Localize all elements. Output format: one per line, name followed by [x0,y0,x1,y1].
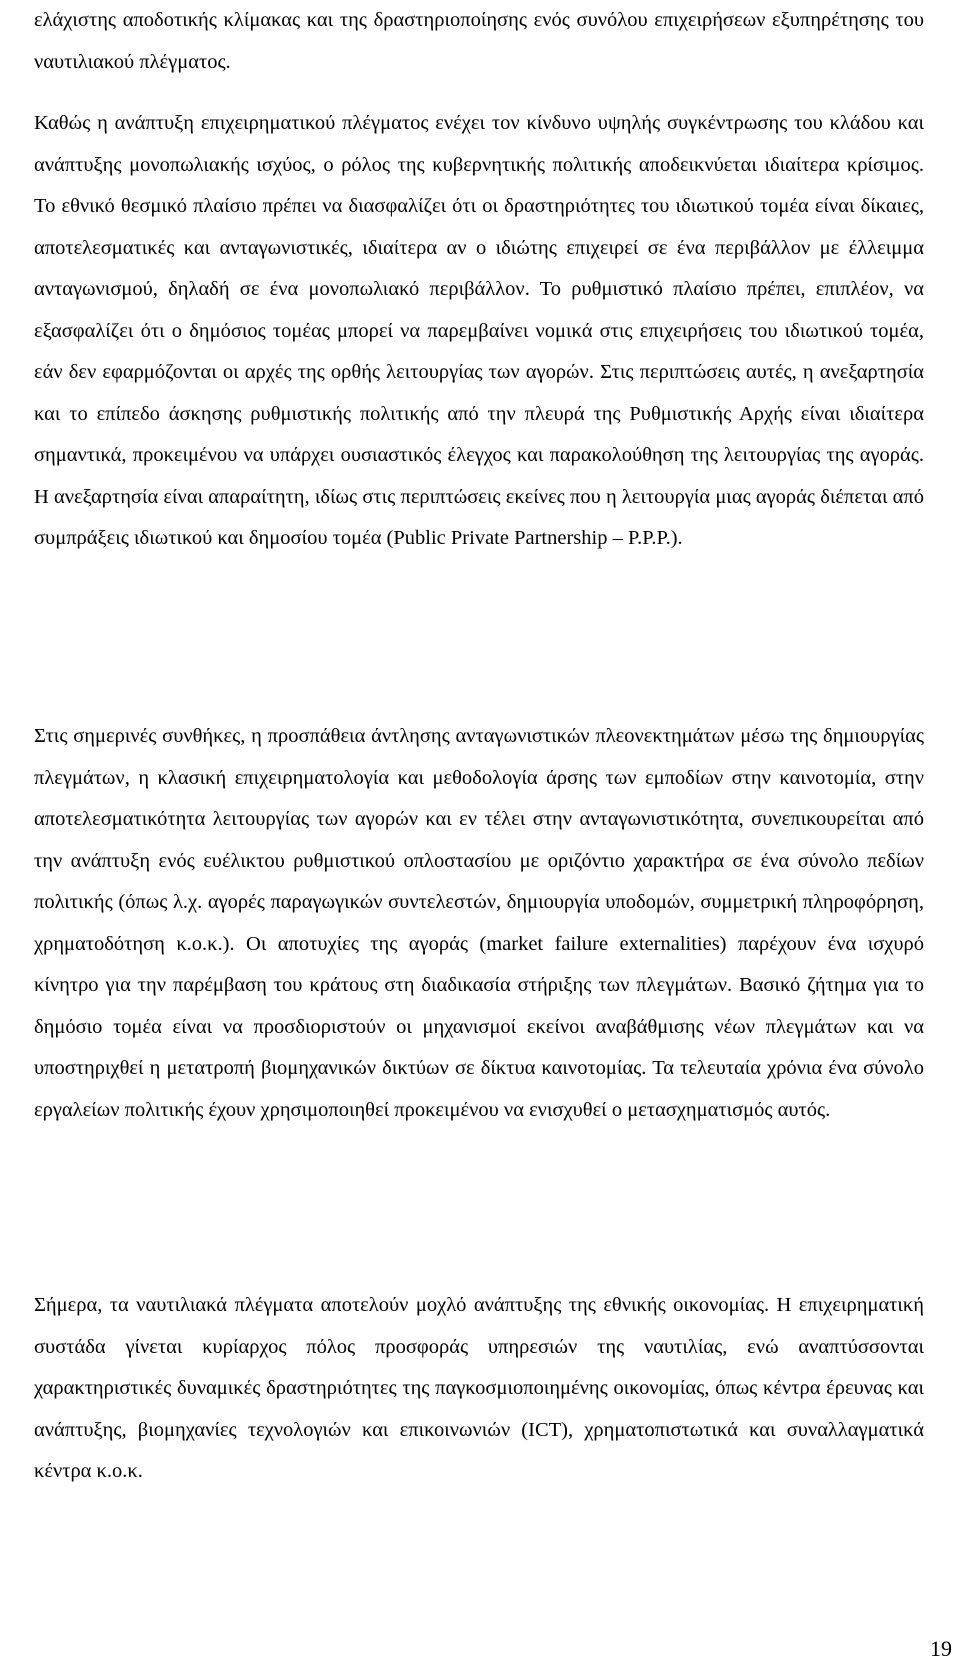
page-number: 19 [930,1636,952,1661]
paragraph-current-conditions: Στις σημερινές συνθήκες, η προσπάθεια άντλησης ανταγωνιστικών πλεονεκτημάτων μέσω της δημιουργίας πλεγμάτων, η κλασική επιχειρηματολογία και μεθοδολογία άρσης των εμποδίων στην καινοτομία, στην αποτελεσματικότητα λειτουργίας των αγορών και εν τέλει στην ανταγωνιστικότητα, συνεπικουρείται από την ανάπτυξη ενός ευέλικτου ρυθμιστικού οπλοστασίου με οριζόντιο χαρακτήρα σε ένα σύνολο πεδίων πολιτικής (όπως λ.χ. αγορές παραγωγικών συντελεστών, δημιουργία υποδομών, συμμετρική πληροφόρηση, χρηματοδότηση κ.ο.κ.). Οι αποτυχίες της αγοράς (market failure externalities) παρέχουν ένα ισχυρό κίνητρο για την παρέμβαση του κράτους στη διαδικασία στήριξης των πλεγμάτων. Βασικό ζήτημα για το δημόσιο τομέα είναι να προσδιοριστούν οι μηχανισμοί εκείνοι αναβάθμισης νέων πλεγμάτων και να υποστηριχθεί η μετατροπή βιομηχανικών δικτύων σε δίκτυα καινοτομίας. Τα τελευταία χρόνια ένα σύνολο εργαλείων πολιτικής έχουν χρησιμοποιηθεί προκειμένου να ενισχυθεί ο μετασχηματισμός αυτός. [34,725,924,1121]
paragraph-regulatory-framework: Καθώς η ανάπτυξη επιχειρηματικού πλέγματος ενέχει τον κίνδυνο υψηλής συγκέντρωσης του κλάδου και ανάπτυξης μονοπωλιακής ισχύος, ο ρόλος της κυβερνητικής πολιτικής αποδεικνύεται ιδιαίτερα κρίσιμος. Το εθνικό θεσμικό πλαίσιο πρέπει να διασφαλίζει ότι οι δραστηριότητες του ιδιωτικού τομέα είναι δίκαιες, αποτελεσματικές και ανταγωνιστικές, ιδιαίτερα αν ο ιδιώτης επιχειρεί σε ένα περιβάλλον με έλλειμμα ανταγωνισμού, δηλαδή σε ένα μονοπωλιακό περιβάλλον. Το ρυθμιστικό πλαίσιο πρέπει, επιπλέον, να εξασφαλίζει ότι ο δημόσιος τομέας μπορεί να παρεμβαίνει νομικά στις επιχειρήσεις του ιδιωτικού τομέα, εάν δεν εφαρμόζονται οι αρχές της ορθής λειτουργίας των αγορών. Στις περιπτώσεις αυτές, η ανεξαρτησία και το επίπεδο άσκησης ρυθμιστικής πολιτικής από την πλευρά της Ρυθμιστικής Αρχής είναι ιδιαίτερα σημαντικά, προκειμένου να υπάρχει ουσιαστικός έλεγχος και παρακολούθηση της λειτουργίας της αγοράς. Η ανεξαρτησία είναι απαραίτητη, ιδίως στις περιπτώσεις εκείνες που η λειτουργία μιας αγοράς διέπεται από συμπράξεις ιδιωτικού και δημοσίου τομέα (Public Private Partnership – P.P.P.). [34,112,924,549]
paragraph-maritime-clusters: Σήμερα, τα ναυτιλιακά πλέγματα αποτελούν μοχλό ανάπτυξης της εθνικής οικονομίας. Η επιχειρηματική συστάδα γίνεται κυρίαρχος πόλος προσφοράς υπηρεσιών της ναυτιλίας, ενώ αναπτύσσονται χαρακτηριστικές δυναμικές δραστηριότητες της παγκοσμιοποιημένης οικονομίας, όπως κέντρα έρευνας και ανάπτυξης, βιομηχανίες τεχνολογιών και επικοινωνιών (ICT), χρηματοπιστωτικά και συναλλαγματικά κέντρα κ.ο.κ. [34,1294,924,1482]
paragraph-continuation: ελάχιστης αποδοτικής κλίμακας και της δραστηριοποίησης ενός συνόλου επιχειρήσεων εξυπηρέτησης του ναυτιλιακού πλέγματος. [34,9,924,73]
